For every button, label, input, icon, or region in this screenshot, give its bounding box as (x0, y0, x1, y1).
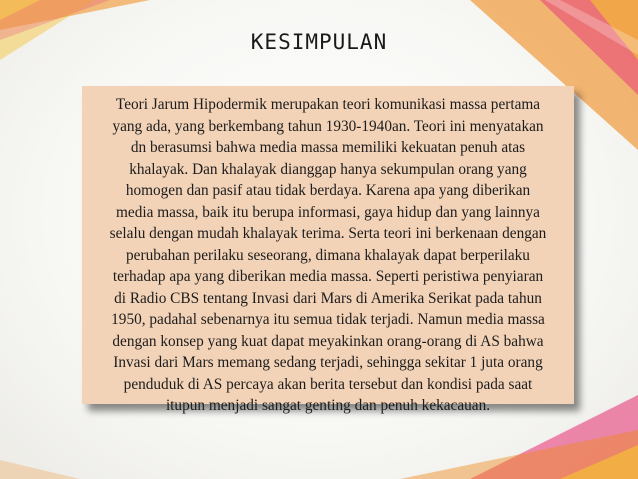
paragraph-line: itupun menjadi sangat genting dan penuh kekacauan. (165, 397, 491, 414)
paragraph-line: terhadap apa yang diberikan media massa. Seperti peristiwa penyiaran (112, 268, 544, 285)
paragraph-line: Invasi dari Mars memang sedang terjadi, sehingga sekitar 1 juta orang (113, 354, 543, 371)
deco-bottom-left-orange (0, 460, 80, 479)
paragraph-line: khalayak. Dan khalayak dianggap hanya sekumpulan orang yang (129, 160, 527, 178)
conclusion-paragraph (80, 94, 576, 417)
paragraph-line: di Radio CBS tentang Invasi dari Mars di Amerika Serikat pada tahun (114, 289, 542, 307)
paragraph-line: media massa, baik itu berupa informasi, gaya hidup dan yang lainnya (116, 203, 540, 221)
paragraph-line: 1950, padahal sebenarnya itu semua tidak terjadi. Namun media massa (111, 311, 545, 328)
slide-title: KESIMPULAN (250, 30, 388, 54)
paragraph-line: Teori Jarum Hipodermik merupakan teori komunikasi massa pertama (115, 96, 541, 113)
paragraph-line: dn berasumsi bahwa media massa memiliki kekuatan penuh atas (130, 139, 526, 156)
paragraph-line: dengan konsep yang kuat dapat meyakinkan orang-orang di AS bahwa (112, 332, 544, 350)
paragraph-line: yang ada, yang berkembang tahun 1930-1940an. Teori ini menyatakan (112, 117, 544, 135)
paragraph-line: perubahan perilaku seseorang, dimana khalayak dapat berperilaku (126, 246, 530, 264)
paragraph-line: penduduk di AS percaya akan berita tersebut dan kondisi pada saat (123, 375, 533, 393)
paragraph-line: homogen dan pasif atau tidak berdaya. Karena apa yang diberikan (125, 182, 531, 199)
paragraph-line: selalu dengan mudah khalayak terima. Serta teori ini berkenaan dengan (109, 225, 547, 242)
